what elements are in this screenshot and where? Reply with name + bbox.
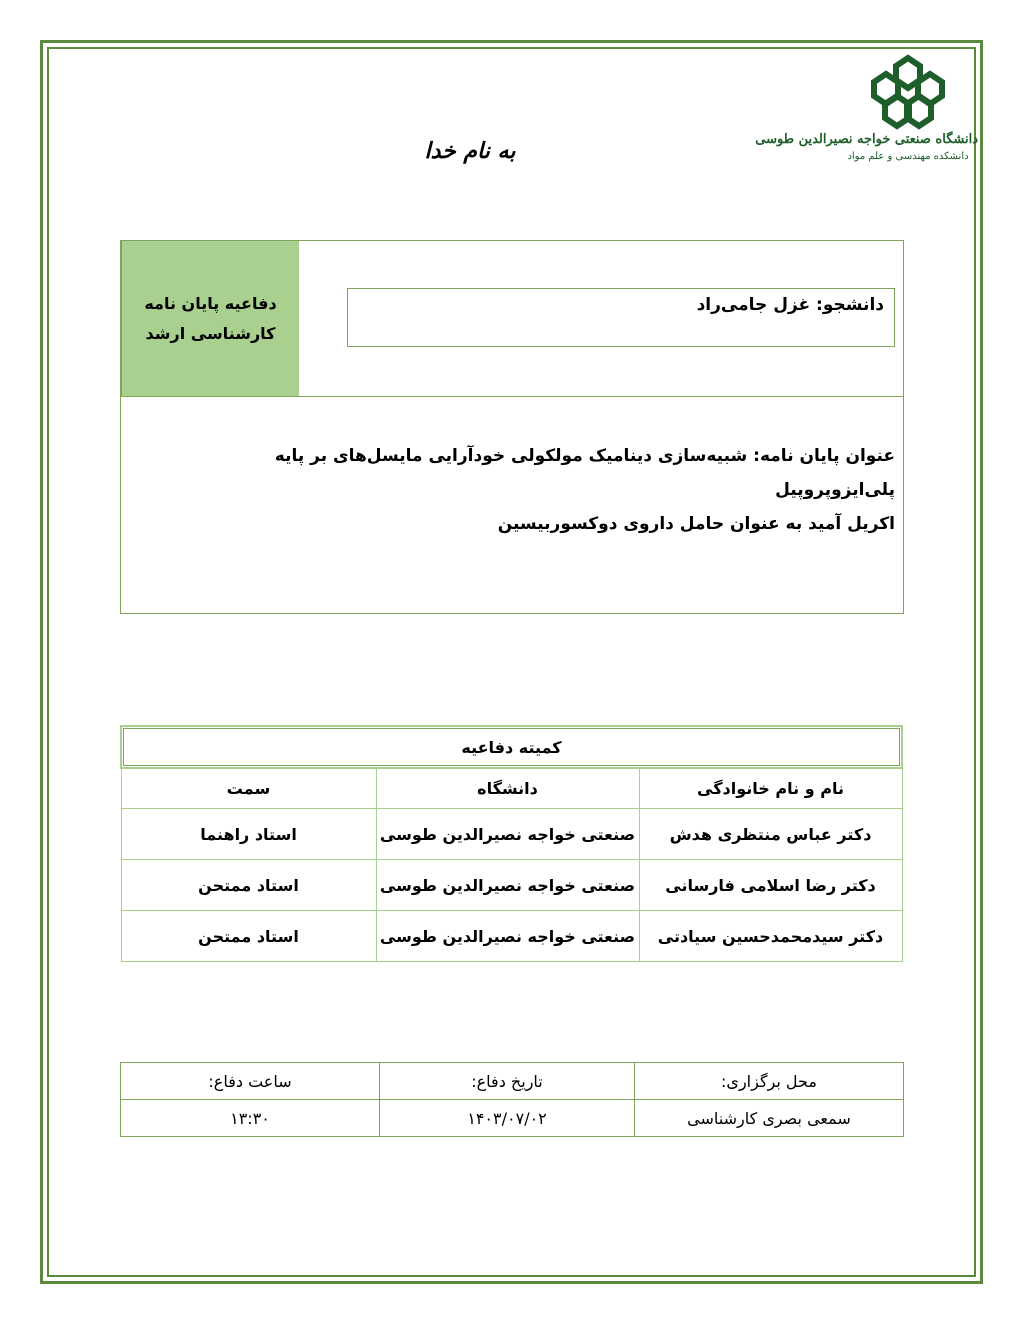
university-name: دانشگاه صنعتی خواجه نصیرالدین طوسی: [755, 132, 978, 147]
committee-caption: کمیته دفاعیه: [121, 726, 902, 768]
header-university: دانشگاه: [376, 768, 639, 809]
table-row: [121, 809, 902, 860]
header-name: نام و نام خانوادگی: [639, 768, 902, 809]
basmala-heading: به نام خدا: [424, 138, 516, 164]
member-name: دکتر سیدمحمدحسین سیادتی: [639, 911, 902, 962]
faculty-name: دانشکده مهندسی و علم مواد: [847, 151, 969, 162]
venue-label: محل برگزاری:: [635, 1063, 904, 1100]
time-label: ساعت دفاع:: [121, 1063, 380, 1100]
kntu-logo-icon: [868, 52, 948, 130]
degree-label-line2: کارشناسی ارشد: [145, 323, 276, 343]
degree-label-line1: دفاعیه پایان نامه: [144, 293, 277, 313]
committee-header-row: [121, 768, 902, 809]
student-name-field: دانشجو: غزل جامی‌راد: [347, 288, 895, 347]
degree-label-cell: [121, 241, 299, 396]
thesis-info-box: [120, 240, 904, 614]
date-value: ۱۴۰۳/۰۷/۰۲: [380, 1100, 635, 1137]
member-name: دکتر عباس منتظری هدش: [639, 809, 902, 860]
defense-header-row: [121, 1063, 904, 1100]
member-name: دکتر رضا اسلامی فارسانی: [639, 860, 902, 911]
member-role: استاد ممتحن: [121, 911, 376, 962]
thesis-title-line1: عنوان پایان نامه: شبیه‌سازی دینامیک مولکولی خودآرایی مایسل‌های بر پایه پلی‌ایزوپروپیل: [274, 446, 895, 500]
member-university: صنعتی خواجه نصیرالدین طوسی: [376, 911, 639, 962]
thesis-title-line2: اکریل آمید به عنوان حامل داروی دوکسوربیسین: [497, 514, 895, 534]
university-logo: [755, 52, 978, 192]
venue-value: سمعی بصری کارشناسی: [635, 1100, 904, 1137]
committee-table: [120, 725, 903, 962]
member-university: صنعتی خواجه نصیرالدین طوسی: [376, 860, 639, 911]
info-top-row: [121, 241, 903, 397]
table-row: [121, 911, 902, 962]
time-value: ۱۳:۳۰: [121, 1100, 380, 1137]
member-role: استاد ممتحن: [121, 860, 376, 911]
member-university: صنعتی خواجه نصیرالدین طوسی: [376, 809, 639, 860]
header-role: سمت: [121, 768, 376, 809]
member-role: استاد راهنما: [121, 809, 376, 860]
defense-details-table: [120, 1062, 904, 1137]
thesis-title: [155, 439, 895, 541]
date-label: تاریخ دفاع:: [380, 1063, 635, 1100]
table-row: [121, 860, 902, 911]
defense-value-row: [121, 1100, 904, 1137]
